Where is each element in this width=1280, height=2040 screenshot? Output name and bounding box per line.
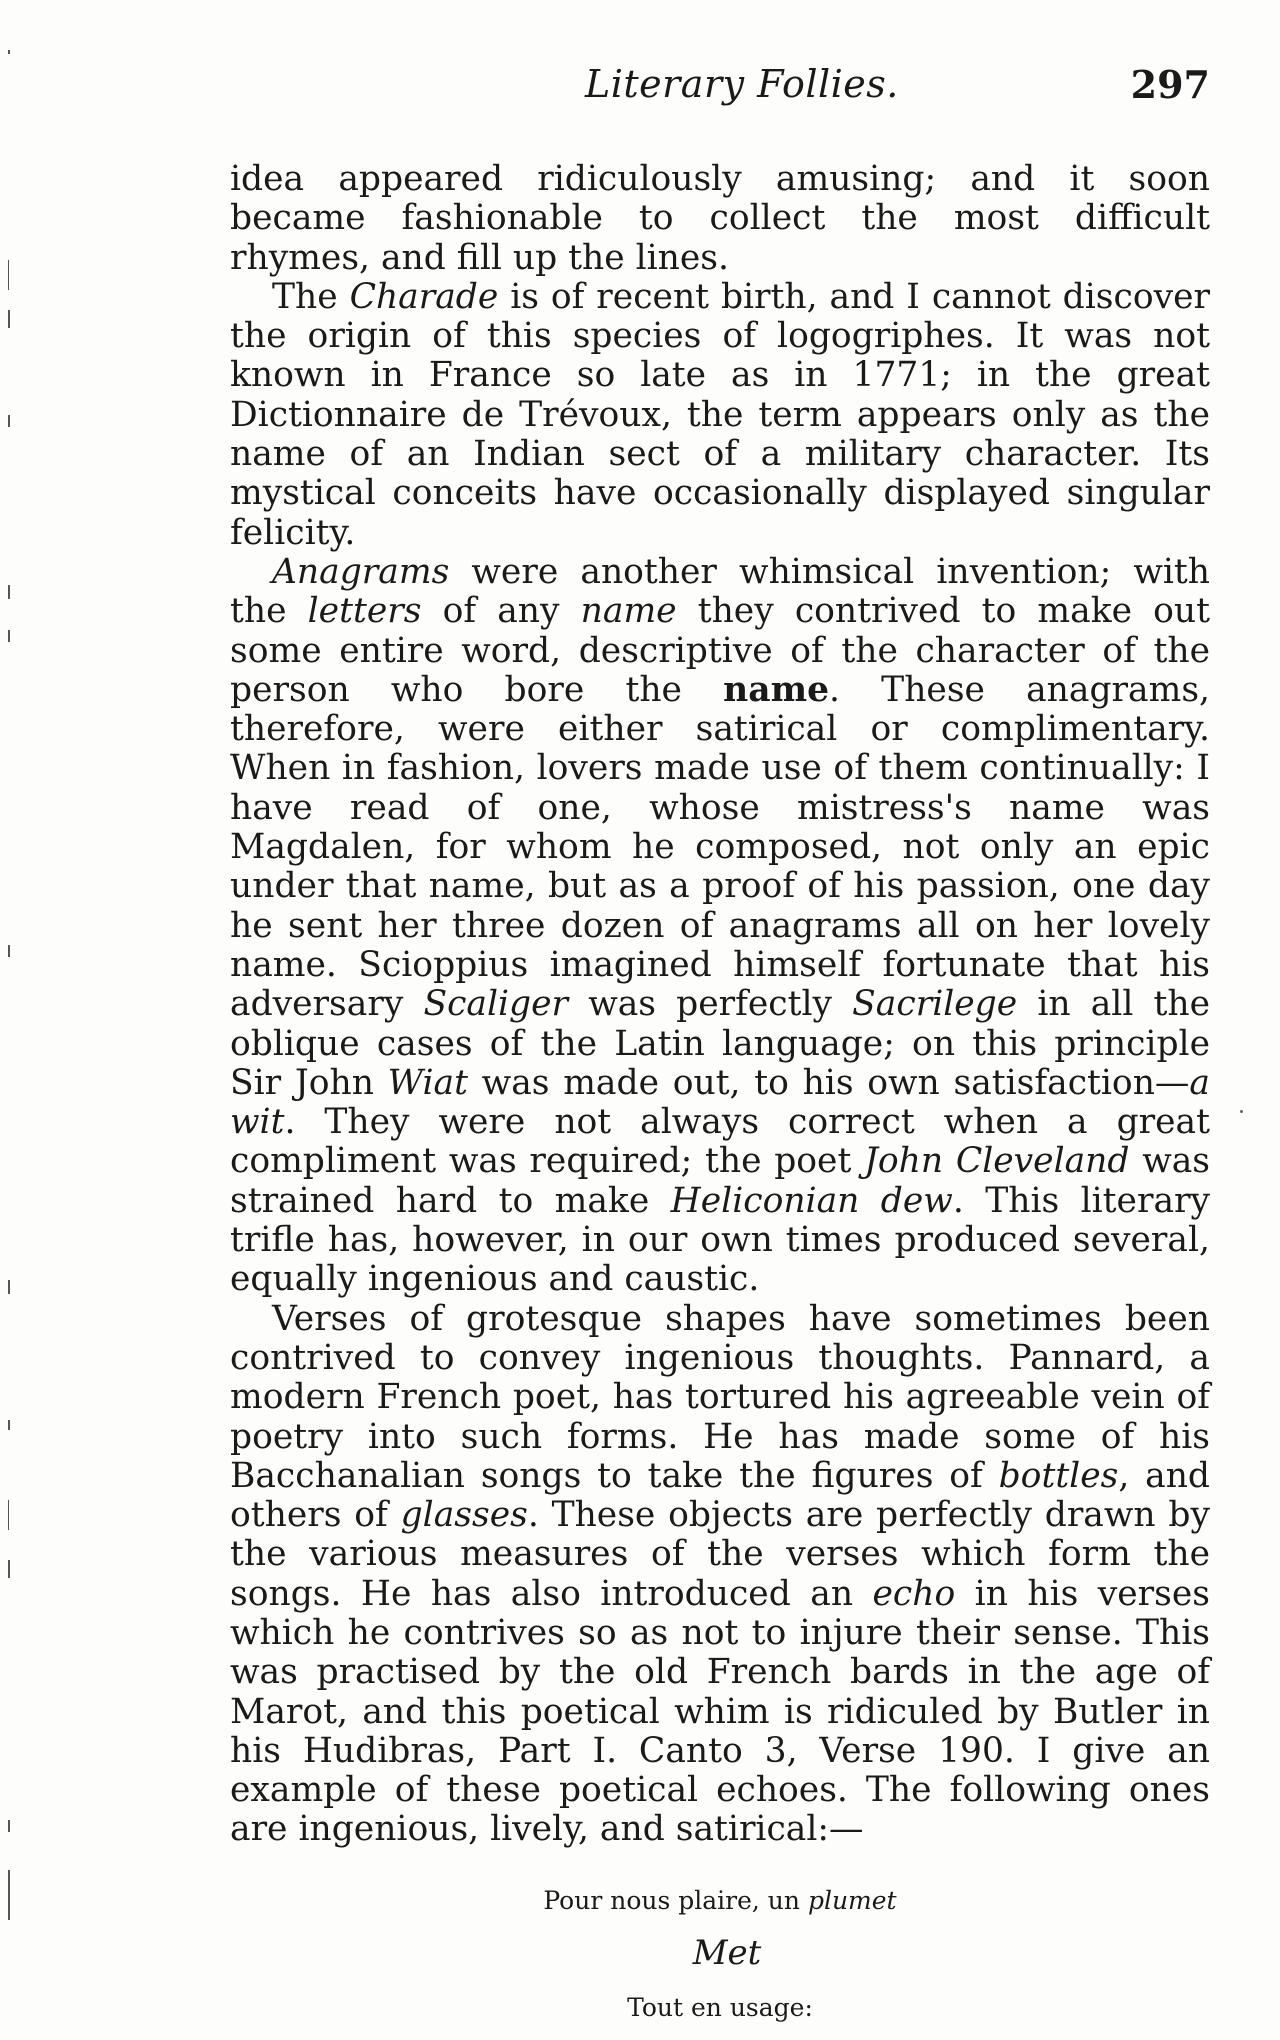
paragraph-segment: Scaliger xyxy=(423,984,569,1025)
paragraph xyxy=(230,160,1210,278)
paragraph-segment: . They were not always correct when a great compliment was required; the poet xyxy=(230,1102,1210,1182)
paragraph-segment: Verses of grotesque shapes have sometimes been contrived to convey ingenious thoughts. Pannard, a modern French poet, has tortured his agreeable vein of poetry into such forms. He has made some of his Bacchanalian songs to take the figures of xyxy=(230,1298,1210,1496)
paragraph-segment: John Cleveland xyxy=(864,1141,1130,1182)
right-margin-speck xyxy=(1240,1110,1243,1113)
paragraph-segment: glasses xyxy=(400,1495,528,1536)
paragraph-segment: was perfectly xyxy=(568,984,853,1025)
paragraph-segment: was made out, to his own satisfaction— xyxy=(467,1062,1190,1103)
left-margin-specks xyxy=(8,40,28,1900)
book-page xyxy=(230,62,1210,2040)
paragraph-segment: . These anagrams, therefore, were either satirical or complimentary. When in fashion, lovers made use of them continually: I have read of one, whose mistress's name was Magdalen, for whom he composed, not only an epic under that name, but as a proof of his passion, one day he sent her three dozen of anagrams all on her lovely name. Scioppius imagined himself fortunate that his adversary xyxy=(230,669,1210,1025)
paragraph-segment: Charade xyxy=(349,276,499,317)
verse-line-1 xyxy=(230,1886,1210,1915)
paragraph-segment: Wiat xyxy=(387,1062,468,1103)
paragraph-segment: echo xyxy=(872,1573,956,1614)
paragraph-segment: name xyxy=(723,669,830,710)
paragraph-segment: was strained hard to make xyxy=(230,1141,1211,1221)
verse-example xyxy=(230,1886,1210,2022)
page-number: 297 xyxy=(1130,62,1210,107)
paragraph-segment: in his verses which he contrives so as not to injure their sense. This was practised by the old French bards in the age of Marot, and this poetical whim is ridiculed by Butler in his Hudibras, Part I. Canto 3, Verse 190. I give an example of these poetical echoes. The following ones are ingenious, lively, and satirical:— xyxy=(230,1573,1211,1850)
paragraph-segment: , and others of xyxy=(230,1455,1211,1536)
paragraph xyxy=(230,553,1210,1300)
verse-echo: Met xyxy=(692,1932,762,1973)
paragraph-segment: . This literary trifle has, however, in our own times produced several, equally ingenious and caustic. xyxy=(230,1180,1210,1300)
paragraph-segment: they contrived to make out some entire word, descriptive of the character of the person who bore the xyxy=(230,591,1211,710)
paragraph-segment: . These objects are perfectly drawn by the various measures of the verses which form the songs. He has also introduced an xyxy=(230,1495,1210,1614)
paragraph-segment: Heliconian dew xyxy=(670,1180,953,1221)
paragraph-segment: idea appeared ridiculously amusing; and it soon became fashionable to collect the most difficult rhymes, and fill up the lines. xyxy=(230,159,1210,278)
paragraph-segment: is of recent birth, and I cannot discover the origin of this species of logogriphes. It was not known in France so late as in 1771; in the great Dictionnaire de Trévoux, the term appears only as the name of an Indian sect of a military character. Its mystical conceits have occasionally displayed singular felicity. xyxy=(230,276,1210,553)
verse-line-1-italic: plumet xyxy=(807,1885,897,1915)
paragraph-segment: Anagrams xyxy=(272,551,450,592)
paragraph-segment: Sacrilege xyxy=(852,984,1018,1025)
paragraph-segment: letters xyxy=(307,591,422,632)
paragraph-segment: bottles xyxy=(998,1455,1119,1496)
paragraph xyxy=(230,1300,1210,1850)
paragraph-segment: were another whimsical invention; with the xyxy=(230,551,1210,632)
paragraph-segment: The xyxy=(272,276,350,317)
body-text xyxy=(230,160,1210,1850)
paragraph-segment: of any xyxy=(421,591,581,632)
paragraph-segment: in all the oblique cases of the Latin language; on this principle Sir John xyxy=(230,984,1210,1103)
paragraph-segment: a wit xyxy=(230,1062,1210,1143)
paragraph xyxy=(230,278,1210,553)
verse-line-2: Tout en usage: xyxy=(627,1992,813,2022)
paragraph-segment: name xyxy=(580,591,677,632)
verse-line-1-text: Pour nous plaire, un xyxy=(543,1885,808,1915)
running-title: Literary Follies. xyxy=(585,62,899,106)
running-head xyxy=(230,62,1210,122)
